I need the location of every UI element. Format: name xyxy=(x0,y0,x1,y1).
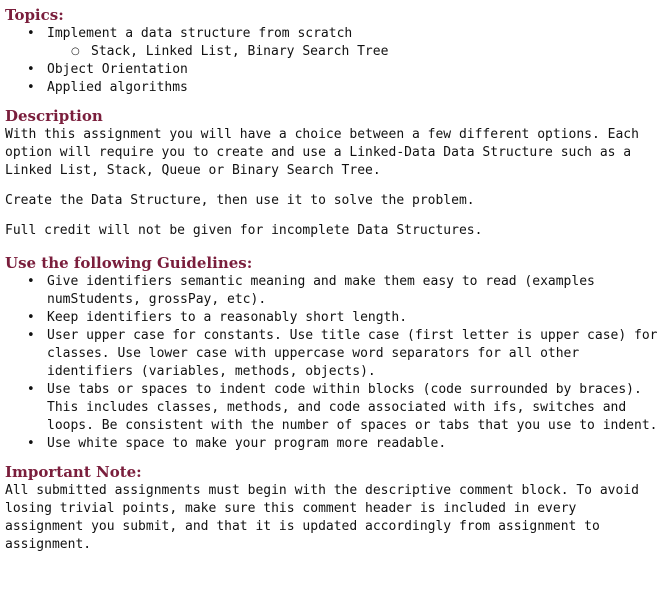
topics-subitem: ○ Stack, Linked List, Binary Search Tree xyxy=(91,43,662,61)
description-paragraph: Create the Data Structure, then use it to solve the problem. xyxy=(5,193,475,208)
description-heading: Description xyxy=(5,107,103,125)
description-section xyxy=(5,106,662,240)
guidelines-item: • Give identifiers semantic meaning and make them easy to read (examples numStudents, grossPay, etc). xyxy=(47,273,662,309)
assignment-document xyxy=(5,5,662,554)
guidelines-section xyxy=(5,253,662,453)
note-section xyxy=(5,462,662,554)
topics-heading: Topics: xyxy=(5,6,64,24)
topics-item-text: Implement a data structure from scratch xyxy=(47,26,353,41)
topics-item: • Applied algorithms xyxy=(47,79,662,97)
topics-item xyxy=(47,25,662,61)
description-paragraph: With this assignment you will have a choice between a few different options. Each option will require you to create and use a Linked-Data Data Structure such as a Linked List, Stack, Queue or Binary Search Tree. xyxy=(5,127,639,178)
guidelines-item: • Use tabs or spaces to indent code within blocks (code surrounded by braces). This includes classes, methods, and code associated with ifs, switches and loops. Be consistent with the number of spaces or tabs that you use to indent. xyxy=(47,381,662,435)
description-paragraph: Full credit will not be given for incomplete Data Structures. xyxy=(5,223,483,238)
note-heading: Important Note: xyxy=(5,463,142,481)
guidelines-item: • Keep identifiers to a reasonably short length. xyxy=(47,309,662,327)
guidelines-heading: Use the following Guidelines: xyxy=(5,254,253,272)
guidelines-item: • Use white space to make your program more readable. xyxy=(47,435,662,453)
guidelines-item: • User upper case for constants. Use title case (first letter is upper case) for classes. Use lower case with uppercase word separators for all other identifiers (variables, methods, objects). xyxy=(47,327,662,381)
note-text: All submitted assignments must begin with the descriptive comment block. To avoid losing trivial points, make sure this comment header is included in every assignment you submit, and that it is updated accordingly from assignment to assignment. xyxy=(5,483,639,552)
topics-list xyxy=(5,25,662,97)
topics-item: • Object Orientation xyxy=(47,61,662,79)
topics-sublist xyxy=(47,43,662,61)
guidelines-list xyxy=(5,273,662,453)
topics-section xyxy=(5,5,662,97)
